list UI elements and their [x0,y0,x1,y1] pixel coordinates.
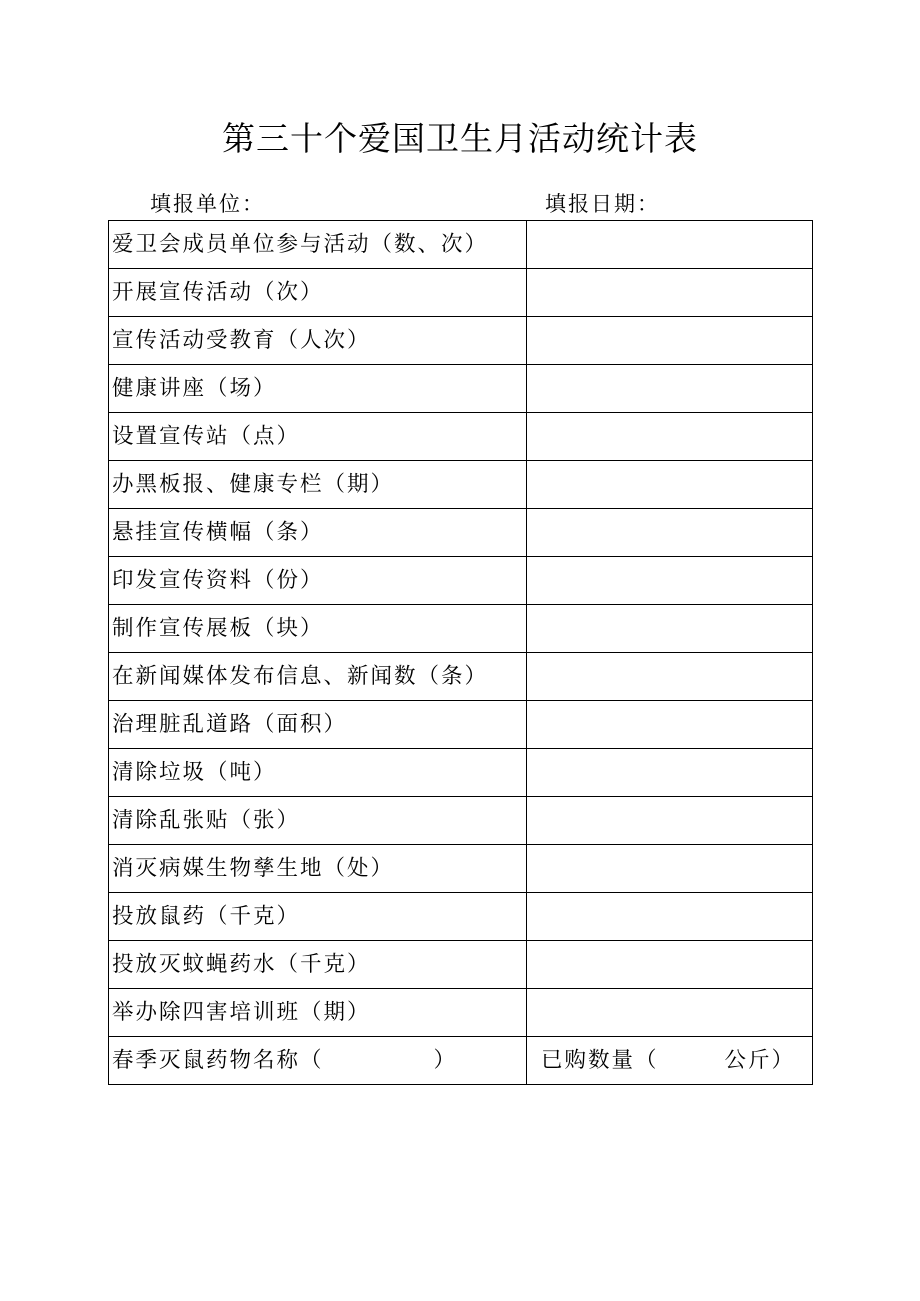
row-label: 清除垃圾（吨） [109,749,527,797]
row-label: 消灭病媒生物孳生地（处） [109,845,527,893]
purchased-quantity-cell[interactable] [527,1037,813,1085]
row-label: 爱卫会成员单位参与活动（数、次） [109,221,527,269]
row-value-cell[interactable] [527,701,813,749]
row-label: 治理脏乱道路（面积） [109,701,527,749]
purchased-quantity-prefix: 已购数量（ [541,1048,659,1073]
table-row [109,269,813,317]
page-title: 第三十个爱国卫生月活动统计表 [222,119,698,158]
row-value-cell[interactable] [527,269,813,317]
table-row [109,413,813,461]
table-row [109,701,813,749]
row-label: 制作宣传展板（块） [109,605,527,653]
row-value-cell[interactable] [527,749,813,797]
row-value-cell[interactable] [527,845,813,893]
table-row [109,749,813,797]
row-label: 举办除四害培训班（期） [109,989,527,1037]
row-value-cell[interactable] [527,221,813,269]
row-label: 清除乱张贴（张） [109,797,527,845]
table-row [109,797,813,845]
row-value-cell[interactable] [527,509,813,557]
table-row [109,845,813,893]
table-row [109,461,813,509]
table-row [109,221,813,269]
row-label: 悬挂宣传横幅（条） [109,509,527,557]
row-value-cell[interactable] [527,893,813,941]
row-label: 设置宣传站（点） [109,413,527,461]
rodenticide-name-suffix: ） [433,1048,458,1073]
row-value-cell[interactable] [527,365,813,413]
table-row [109,893,813,941]
row-label: 开展宣传活动（次） [109,269,527,317]
rodenticide-name-cell[interactable] [109,1037,527,1085]
table-row [109,317,813,365]
table-row [109,605,813,653]
reporting-date-label: 填报日期： [545,192,660,216]
row-value-cell[interactable] [527,557,813,605]
row-label: 健康讲座（场） [109,365,527,413]
table-row [109,365,813,413]
table-row [109,989,813,1037]
row-label: 投放灭蚊蝇药水（千克） [109,941,527,989]
reporting-unit-label: 填报单位： [150,192,265,216]
row-value-cell[interactable] [527,413,813,461]
row-label: 印发宣传资料（份） [109,557,527,605]
purchased-quantity-suffix: 公斤） [724,1048,796,1073]
row-value-cell[interactable] [527,989,813,1037]
row-value-cell[interactable] [527,941,813,989]
table-row [109,653,813,701]
row-value-cell[interactable] [527,653,813,701]
rodenticide-name-prefix: 春季灭鼠药物名称（ [112,1048,324,1073]
row-value-cell[interactable] [527,605,813,653]
row-label: 在新闻媒体发布信息、新闻数（条） [109,653,527,701]
row-value-cell[interactable] [527,317,813,365]
rodenticide-row [109,1037,813,1085]
table-row [109,941,813,989]
table-row [109,509,813,557]
row-label: 投放鼠药（千克） [109,893,527,941]
table-row [109,557,813,605]
row-value-cell[interactable] [527,461,813,509]
row-label: 办黑板报、健康专栏（期） [109,461,527,509]
activity-stats-table [108,220,813,1085]
row-value-cell[interactable] [527,797,813,845]
row-label: 宣传活动受教育（人次） [109,317,527,365]
